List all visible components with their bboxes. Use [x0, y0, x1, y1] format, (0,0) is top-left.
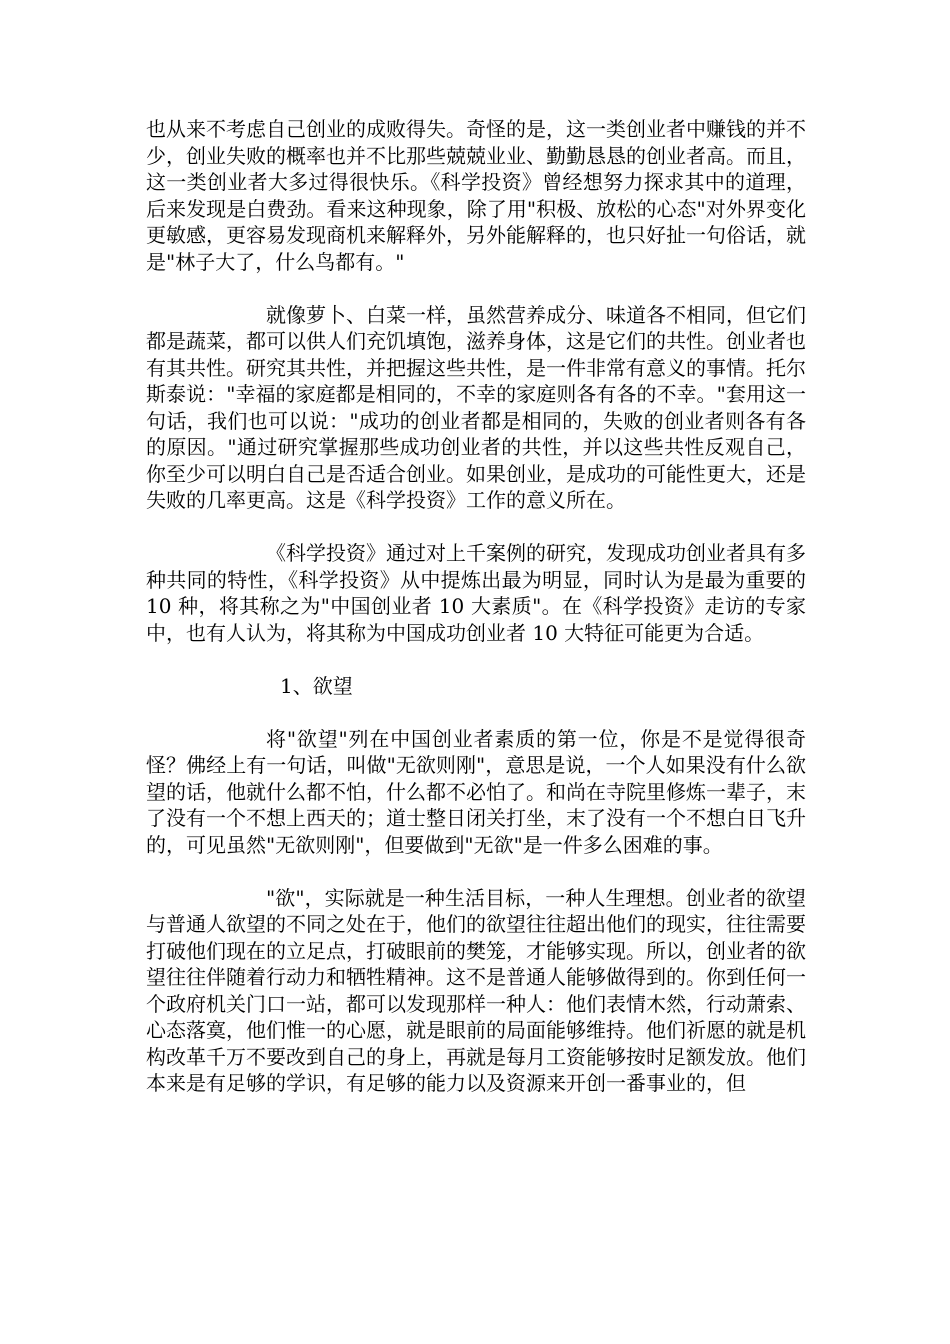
paragraph-2: 就像萝卜、白菜一样，虽然营养成分、味道各不相同，但它们都是蔬菜，都可以供人们充饥填饱，滋养身体，这是它们的共性。创业者也有其共性。研究其共性，并把握这些共性，是一件非常有意义的事情。托尔斯泰说："幸福的家庭都是相同的，不幸的家庭则各有各的不幸。"套用这一句话，我们也可以说："成功的创业者都是相同的，失败的创业者则各有各的原因。"通过研究掌握那些成功创业者的共性，并以这些共性反观自己，你至少可以明白自己是否适合创业。如果创业，是成功的可能性更大，还是失败的几率更高。这是《科学投资》工作的意义所在。 — [146, 302, 806, 512]
paragraph-5: "欲"，实际就是一种生活目标，一种人生理想。创业者的欲望与普通人欲望的不同之处在于，他们的欲望往往超出他们的现实，往往需要打破他们现在的立足点，打破眼前的樊笼，才能够实现。所以，创业者的欲望往往伴随着行动力和牺牲精神。这不是普通人能够做得到的。你到任何一个政府机关门口一站，都可以发现那样一种人：他们表情木然，行动萧索、心态落寞，他们惟一的心愿，就是眼前的局面能够维持。他们祈愿的就是机构改革千万不要改到自己的身上，再就是每月工资能够按时足额发放。他们本来是有足够的学识，有足够的能力以及资源来开创一番事业的，但 — [146, 885, 806, 1095]
paragraph-4: 将"欲望"列在中国创业者素质的第一位，你是不是觉得很奇怪？佛经上有一句话，叫做"无欲则刚"，意思是说，一个人如果没有什么欲望的话，他就什么都不怕，什么都不必怕了。和尚在寺院里修炼一辈子，末了没有一个不想上西天的；道士整日闭关打坐，末了没有一个不想白日飞升的，可见虽然"无欲则刚"，但要做到"无欲"是一件多么困难的事。 — [146, 726, 806, 857]
section-heading: 1、欲望 — [280, 673, 353, 698]
paragraph-3: 《科学投资》通过对上千案例的研究，发现成功创业者具有多种共同的特性，《科学投资》从中提炼出最为明显，同时认为是最为重要的 10 种，将其称之为"中国创业者 10 大素质"。在《科学投资》走访的专家中，也有人认为，将其称为中国成功创业者 10 大特征可能更为合适。 — [146, 541, 806, 645]
document-page — [146, 116, 806, 1123]
paragraph-1: 也从来不考虑自己创业的成败得失。奇怪的是，这一类创业者中赚钱的并不少，创业失败的概率也并不比那些兢兢业业、勤勤恳恳的创业者高。而且，这一类创业者大多过得很快乐。《科学投资》曾经想努力探求其中的道理，后来发现是白费劲。看来这种现象，除了用"积极、放松的心态"对外界变化更敏感，更容易发现商机来解释外，另外能解释的，也只好扯一句俗话，就是"林子大了，什么鸟都有。" — [146, 117, 806, 274]
